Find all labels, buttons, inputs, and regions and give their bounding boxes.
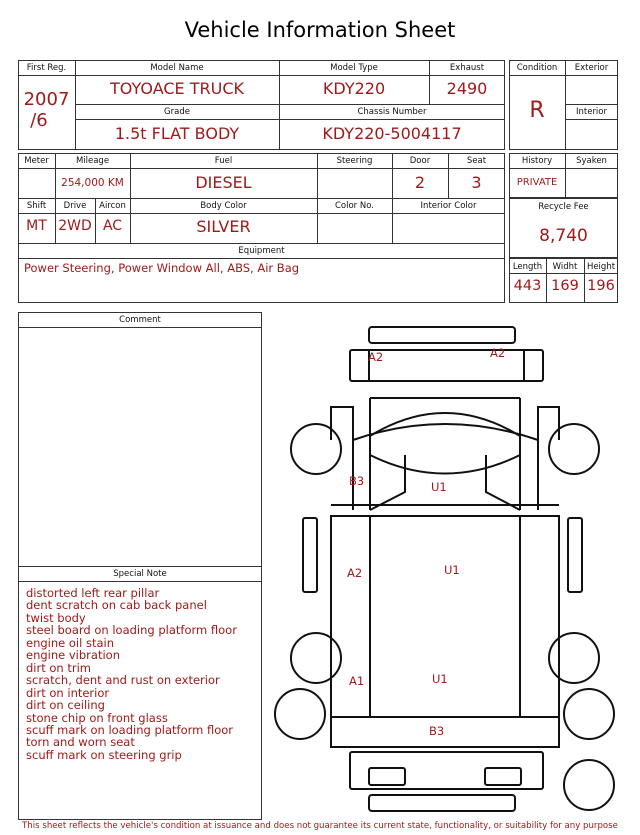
special-note-item: steel board on loading platform floor [26,623,237,638]
vehicle-diagram [265,318,640,818]
special-note-item: dirt on trim [26,660,92,675]
equipment-label: Equipment [238,246,285,256]
shift-value: MT [26,218,47,234]
mark-cab-left: B3 [349,474,365,488]
mileage-value: 254,000 KM [61,177,124,189]
drive-label: Drive [63,201,87,211]
syaken-label: Syaken [576,156,607,166]
disclaimer-footer: This sheet reflects the vehicle's condition at issuance and does not guarantee its current state, functionality, or suitability for any purpose [22,821,618,831]
door-label: Door [409,156,431,166]
exhaust-value: 2490 [446,79,488,98]
condition-value: R [529,98,545,123]
comment-label: Comment [119,315,161,325]
model-type-label: Model Type [330,63,378,73]
special-note-item: torn and worn seat [26,735,135,750]
equipment-value: Power Steering, Power Window All, ABS, Air Bag [24,261,300,275]
condition-label: Condition [516,63,558,73]
mark-front-left: A2 [368,350,384,364]
recycle-fee-value: 8,740 [539,226,588,246]
special-note-item: scuff mark on steering grip [26,747,182,762]
mark-bed-left-upper: A2 [347,566,363,580]
mark-bed-upper: U1 [444,563,460,577]
meter-label: Meter [24,156,49,166]
special-note-label: Special Note [113,569,167,579]
special-note-item: scratch, dent and rust on exterior [26,673,220,688]
body-color-label: Body Color [200,201,247,211]
fuel-label: Fuel [214,156,233,166]
door-value: 2 [414,173,426,192]
mileage-label: Mileage [75,156,110,166]
mark-front-right: A2 [490,346,506,360]
page-title: Vehicle Information Sheet [184,18,456,42]
mark-cab-roof: U1 [431,480,447,494]
special-note-item: dirt on ceiling [26,698,105,713]
special-note-item: engine vibration [26,648,120,663]
special-notes-list [26,587,237,761]
mark-bed-left-lower: A1 [349,674,365,688]
chassis-number-label: Chassis Number [357,107,427,117]
fuel-value: DIESEL [195,173,252,192]
special-note-item: stone chip on front glass [26,710,168,725]
first-reg-label: First Reg. [26,63,67,73]
recycle-fee-label: Recycle Fee [538,202,589,212]
history-value: PRIVATE [516,177,558,188]
grade-label: Grade [164,107,190,117]
seat-value: 3 [471,173,482,192]
special-note-item: dirt on interior [26,685,110,700]
width-value: 169 [551,278,579,294]
first-reg-month: /6 [30,110,48,131]
special-note-item: scuff mark on loading platform floor [26,722,234,737]
interior-label: Interior [575,107,607,117]
model-name-value: TOYOACE TRUCK [110,79,244,98]
special-note-item: dent scratch on cab back panel [26,598,207,613]
aircon-value: AC [102,218,123,234]
grade-value: 1.5t FLAT BODY [114,124,240,143]
model-type-value: KDY220 [322,79,386,98]
mark-bed-lower: U1 [432,672,448,686]
width-label: Widht [552,262,578,272]
special-note-item: engine oil stain [26,635,114,650]
body-color-value: SILVER [196,217,251,236]
color-no-label: Color No. [334,201,374,211]
interior-color-label: Interior Color [420,201,477,211]
special-note-item: distorted left rear pillar [26,586,160,600]
drive-value: 2WD [58,218,92,234]
height-value: 196 [587,278,615,294]
length-value: 443 [513,278,542,294]
shift-label: Shift [26,201,47,211]
mark-tailgate: B3 [429,724,445,738]
steering-label: Steering [336,156,373,166]
exterior-label: Exterior [574,63,609,73]
aircon-label: Aircon [99,201,126,211]
height-label: Height [586,262,616,272]
history-label: History [521,156,553,166]
first-reg-year: 2007 [23,89,70,110]
special-note-item: twist body [26,610,86,625]
exhaust-label: Exhaust [449,63,485,73]
chassis-number-value: KDY220-5004117 [322,124,462,143]
length-label: Length [512,262,543,272]
model-name-label: Model Name [150,63,204,73]
seat-label: Seat [466,156,487,166]
